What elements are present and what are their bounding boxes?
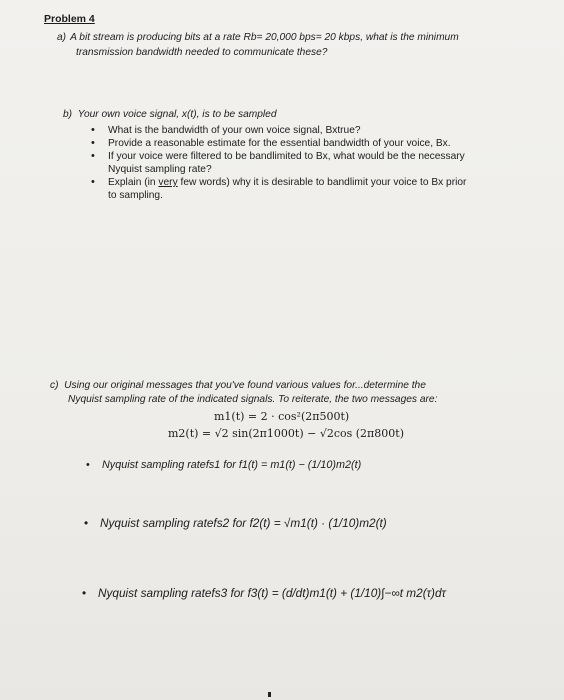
page-edge-mark	[268, 692, 271, 697]
part-c-label: c)	[50, 380, 59, 391]
part-b-intro	[63, 109, 277, 120]
bullet-text: Nyquist sampling ratefs2 for f2(t) = √m1(t) · (1/10)m2(t)	[100, 516, 387, 530]
part-c-line2: Nyquist sampling rate of the indicated signals. To reiterate, the two messages are:	[68, 394, 438, 405]
problem-title: Problem 4	[44, 13, 95, 25]
part-c-bullet-3	[82, 586, 446, 600]
part-c-bullet-2	[84, 516, 387, 530]
list-item-text: Provide a reasonable estimate for the essential bandwidth of your voice, Bx.	[108, 138, 451, 149]
part-a-line2: transmission bandwidth needed to communicate these?	[76, 47, 328, 58]
list-item	[88, 150, 528, 176]
bullet-icon: •	[84, 516, 89, 530]
part-c-intro	[50, 379, 530, 407]
list-item	[88, 176, 528, 202]
list-item-text: If your voice were filtered to be bandlimited to Bx, what would be the necessary	[108, 151, 465, 162]
part-a	[57, 30, 527, 60]
bullet-icon: •	[86, 459, 90, 471]
list-item	[88, 137, 528, 150]
part-c-line1: Using our original messages that you've found various values for...determine the	[64, 380, 426, 391]
part-b-list	[88, 124, 528, 202]
equation-m1: m1(t) = 2 · cos²(2π500t)	[214, 410, 350, 423]
list-item-text: What is the bandwidth of your own voice signal, Bxtrue?	[108, 125, 361, 136]
list-item	[88, 124, 528, 137]
list-item-text: to sampling.	[108, 190, 163, 201]
bullet-text: Nyquist sampling ratefs3 for f3(t) = (d/dt)m1(t) + (1/10)∫−∞t m2(τ)dτ	[98, 586, 446, 600]
part-b-intro-text: Your own voice signal, x(t), is to be sampled	[77, 109, 277, 120]
list-item-text: Explain (in	[108, 177, 156, 188]
part-a-label: a)	[57, 32, 67, 43]
equation-m2: m2(t) = √2 sin(2π1000t) − √2cos (2π800t)	[168, 427, 404, 440]
part-c-bullet-1	[86, 459, 361, 471]
list-item-text: Nyquist sampling rate?	[108, 164, 212, 175]
list-item-text: few words) why it is desirable to bandlimit your voice to Bx prior	[180, 177, 467, 188]
part-a-line1: A bit stream is producing bits at a rate Rb= 20,000 bps= 20 kbps, what is the minimum	[70, 32, 459, 43]
list-item-underlined-word: very	[158, 177, 178, 188]
part-b-label: b)	[63, 109, 73, 120]
bullet-text: Nyquist sampling ratefs1 for f1(t) = m1(t) − (1/10)m2(t)	[102, 459, 362, 471]
bullet-icon: •	[82, 586, 87, 600]
